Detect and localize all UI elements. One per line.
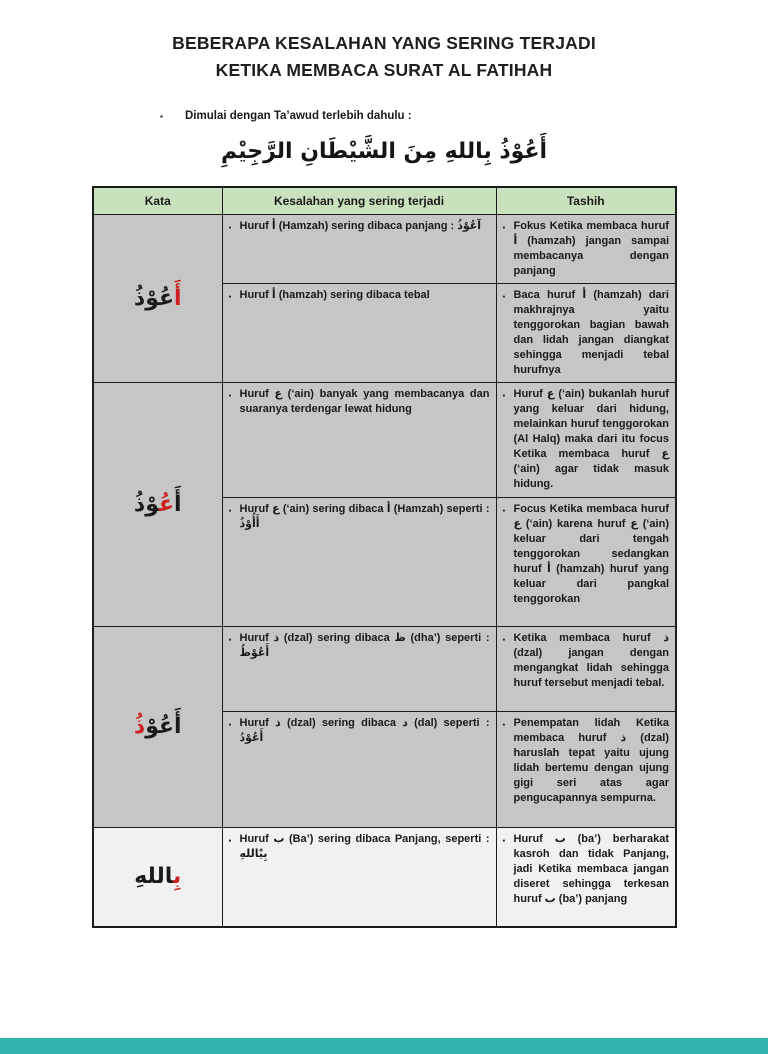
tashih-cell <box>496 383 676 498</box>
kata-part: عُوْذُ <box>133 285 175 311</box>
tashih-text: Fokus Ketika membaca huruf أ (hamzah) jangan sampai membacanya dengan panjang <box>513 220 669 277</box>
intro-text: Dimulai dengan Ta’awud terlebih dahulu : <box>185 110 412 122</box>
square-bullet-icon: ▪ <box>228 720 232 729</box>
tashih-text: Focus Ketika membaca huruf ع (‘ain) karena huruf ع (‘ain) keluar dari tengah tenggorokan sedangkan huruf أ (hamzah) huruf yang keluar dari pangkal tenggorokan <box>513 503 669 605</box>
mistakes-table <box>92 186 677 928</box>
kata-red-letter: بِ‍ <box>173 863 182 889</box>
kata-word-audzu-ain <box>93 383 222 627</box>
kata-part: أَ <box>174 491 182 517</box>
table-row <box>93 383 676 498</box>
tashih-cell <box>496 712 676 828</box>
kesalahan-text: Huruf ذ (dzal) sering dibaca د (dal) seperti : أَعُوْدُ <box>239 717 490 744</box>
square-bullet-icon: ▪ <box>160 112 163 121</box>
table-row <box>93 215 676 284</box>
kata-word-audzu-hamzah <box>93 215 222 383</box>
kesalahan-text: Huruf ع (‘ain) sering dibaca أ (Hamzah) seperti : أَأُوْذُ <box>239 503 490 530</box>
square-bullet-icon: ▪ <box>228 292 232 301</box>
page-title-line2: KETIKA MEMBACA SURAT AL FATIHAH <box>215 60 553 80</box>
square-bullet-icon: ▪ <box>502 720 506 729</box>
kesalahan-text: Huruf أ (Hamzah) sering dibaca panjang : آعُوْذُ <box>239 220 482 232</box>
square-bullet-icon: ▪ <box>228 223 232 232</box>
header-cell-kesalahan: Kesalahan yang sering terjadi <box>222 187 496 215</box>
tashih-cell <box>496 828 676 927</box>
kata-part: أَعُوْ <box>145 714 182 739</box>
kesalahan-cell <box>222 498 496 627</box>
tashih-text: Huruf ع (‘ain) bukanlah huruf yang keluar dari hidung, melainkan huruf tenggorokan (Al Halq) maka dari itu focus Ketika membaca huruf ع (‘ain) agar tidak masuk hidung. <box>513 388 669 490</box>
kata-red-letter: ذُ <box>133 714 146 739</box>
kata-red-letter: أَ <box>174 285 182 311</box>
square-bullet-icon: ▪ <box>502 506 506 515</box>
tashih-cell <box>496 498 676 627</box>
tashih-text: Huruf ب (ba’) berharakat kasroh dan tidak Panjang, jadi Ketika membaca jangan diseret sehingga terkesan huruf ب (ba’) panjang <box>513 833 669 905</box>
kesalahan-cell <box>222 627 496 712</box>
tashih-cell <box>496 627 676 712</box>
page-title-line1: BEBERAPA KESALAHAN YANG SERING TERJADI <box>172 33 596 53</box>
kata-red-letter: عُ‍ <box>159 491 175 517</box>
footer-accent-bar <box>0 1038 768 1054</box>
square-bullet-icon: ▪ <box>502 836 506 845</box>
kata-part: ‍وْذُ <box>133 491 159 517</box>
kesalahan-cell <box>222 712 496 828</box>
kata-word-billahi <box>93 828 222 927</box>
header-cell-tashih: Tashih <box>496 187 676 215</box>
kesalahan-cell <box>222 284 496 383</box>
table-header-row <box>93 187 676 215</box>
taawud-arabic-text: أَعُوْذُ بِاللهِ مِنَ الشَّيْطَانِ الرَّجِيْمِ <box>220 139 548 164</box>
tashih-text: Penempatan lidah Ketika membaca huruf ذ (dzal) haruslah tepat yaitu ujung lidah bertemu dengan ujung gigi seri atas agar pengucapannya sempurna. <box>513 717 669 804</box>
square-bullet-icon: ▪ <box>502 292 506 301</box>
header-cell-kata: Kata <box>93 187 222 215</box>
table-row <box>93 828 676 927</box>
tashih-text: Baca huruf أ (hamzah) dari makhrajnya yaitu tenggorokan bagian bawah dan lidah jangan diangkat sehingga menjadi tebal hurufnya <box>513 289 669 376</box>
square-bullet-icon: ▪ <box>228 506 232 515</box>
square-bullet-icon: ▪ <box>502 635 506 644</box>
tashih-cell <box>496 284 676 383</box>
page-title <box>0 30 768 84</box>
square-bullet-icon: ▪ <box>228 836 232 845</box>
kesalahan-text: Huruf ع (‘ain) banyak yang membacanya dan suaranya terdengar lewat hidung <box>239 388 490 415</box>
square-bullet-icon: ▪ <box>228 635 232 644</box>
table-row <box>93 627 676 712</box>
tashih-text: Ketika membaca huruf ذ (dzal) jangan dengan mengangkat lidah sehingga huruf tersebut menjadi tebal. <box>513 632 669 689</box>
tashih-cell <box>496 215 676 284</box>
square-bullet-icon: ▪ <box>502 391 506 400</box>
square-bullet-icon: ▪ <box>228 391 232 400</box>
kesalahan-cell <box>222 215 496 284</box>
kesalahan-text: Huruf ب (Ba’) sering dibaca Panjang, seperti : بِيْاللهِ <box>239 833 490 860</box>
kata-part: ‍اللهِ <box>134 863 174 889</box>
square-bullet-icon: ▪ <box>502 223 506 232</box>
kesalahan-cell <box>222 828 496 927</box>
kesalahan-text: Huruf أ (hamzah) sering dibaca tebal <box>239 289 430 301</box>
kesalahan-cell <box>222 383 496 498</box>
intro-line <box>0 110 768 122</box>
kata-word-audzu-dzal <box>93 627 222 828</box>
kesalahan-text: Huruf ذ (dzal) sering dibaca ظ (dha’) seperti : أَعُوْظُ <box>239 632 490 659</box>
